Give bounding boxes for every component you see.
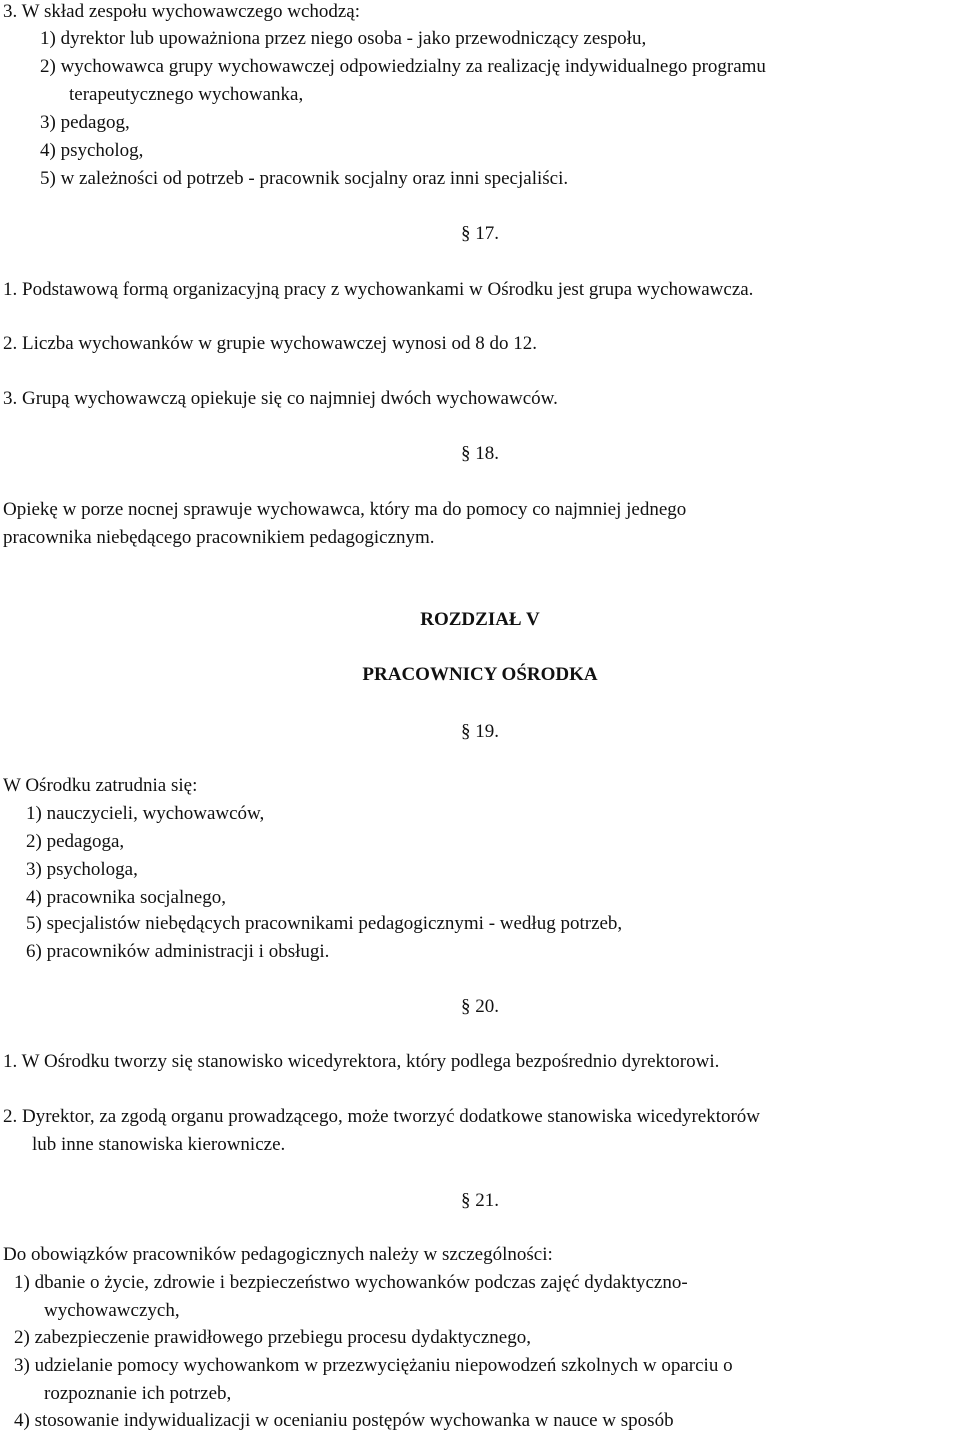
section-19-intro: W Ośrodku zatrudnia się:: [3, 775, 198, 796]
list-item: 5) specjalistów niebędących pracownikami pedagogicznymi - według potrzeb,: [26, 913, 623, 934]
paragraph: 1. Podstawową formą organizacyjną pracy z wychowankami w Ośrodku jest grupa wychowawcza.: [3, 279, 754, 300]
list-item-continuation: rozpoznanie ich potrzeb,: [44, 1383, 232, 1404]
list-item: 4) pracownika socjalnego,: [26, 887, 226, 908]
section-19-heading: § 19.: [461, 721, 499, 742]
section-21-intro: Do obowiązków pracowników pedagogicznych należy w szczególności:: [3, 1244, 553, 1265]
paragraph: 1. W Ośrodku tworzy się stanowisko wicedyrektora, który podlega bezpośrednio dyrektorowi.: [3, 1051, 720, 1072]
section-21-heading: § 21.: [461, 1190, 499, 1211]
list-item: 1) dyrektor lub upoważniona przez niego osoba - jako przewodniczący zespołu,: [40, 28, 647, 49]
list-item: 2) wychowawca grupy wychowawczej odpowiedzialny za realizację indywidualnego programu: [40, 56, 766, 77]
list-item: 3) psychologa,: [26, 859, 138, 880]
list-item: 4) stosowanie indywidualizacji w ocenianiu postępów wychowanka w nauce w sposób: [14, 1410, 674, 1431]
section-17-heading: § 17.: [461, 223, 499, 244]
paragraph: 3. Grupą wychowawczą opiekuje się co najmniej dwóch wychowawców.: [3, 388, 558, 409]
paragraph: Opiekę w porze nocnej sprawuje wychowawca, który ma do pomocy co najmniej jednego: [3, 499, 687, 520]
list-item: 3) pedagog,: [40, 112, 130, 133]
list-item-continuation: wychowawczych,: [44, 1300, 180, 1321]
list-item: 2) zabezpieczenie prawidłowego przebiegu procesu dydaktycznego,: [14, 1327, 531, 1348]
chapter-label: ROZDZIAŁ V: [420, 609, 540, 630]
chapter-title: PRACOWNICY OŚRODKA: [362, 664, 598, 685]
section-16-item-3-intro: 3. W skład zespołu wychowawczego wchodzą:: [3, 1, 361, 22]
list-item: 6) pracowników administracji i obsługi.: [26, 941, 330, 962]
paragraph-continuation: lub inne stanowiska kierownicze.: [32, 1134, 286, 1155]
list-item: 1) nauczycieli, wychowawców,: [26, 803, 265, 824]
list-item: 4) psycholog,: [40, 140, 144, 161]
section-18-heading: § 18.: [461, 443, 499, 464]
section-20-heading: § 20.: [461, 996, 499, 1017]
list-item: 5) w zależności od potrzeb - pracownik socjalny oraz inni specjaliści.: [40, 168, 569, 189]
list-item-continuation: terapeutycznego wychowanka,: [69, 84, 304, 105]
list-item: 3) udzielanie pomocy wychowankom w przezwyciężaniu niepowodzeń szkolnych w oparciu o: [14, 1355, 733, 1376]
list-item: 2) pedagoga,: [26, 831, 125, 852]
paragraph-continuation: pracownika niebędącego pracownikiem pedagogicznym.: [3, 527, 435, 548]
paragraph: 2. Dyrektor, za zgodą organu prowadzącego, może tworzyć dodatkowe stanowiska wicedyrektorów: [3, 1106, 761, 1127]
paragraph: 2. Liczba wychowanków w grupie wychowawczej wynosi od 8 do 12.: [3, 333, 537, 354]
list-item: 1) dbanie o życie, zdrowie i bezpieczeństwo wychowanków podczas zajęć dydaktyczno-: [14, 1272, 688, 1293]
